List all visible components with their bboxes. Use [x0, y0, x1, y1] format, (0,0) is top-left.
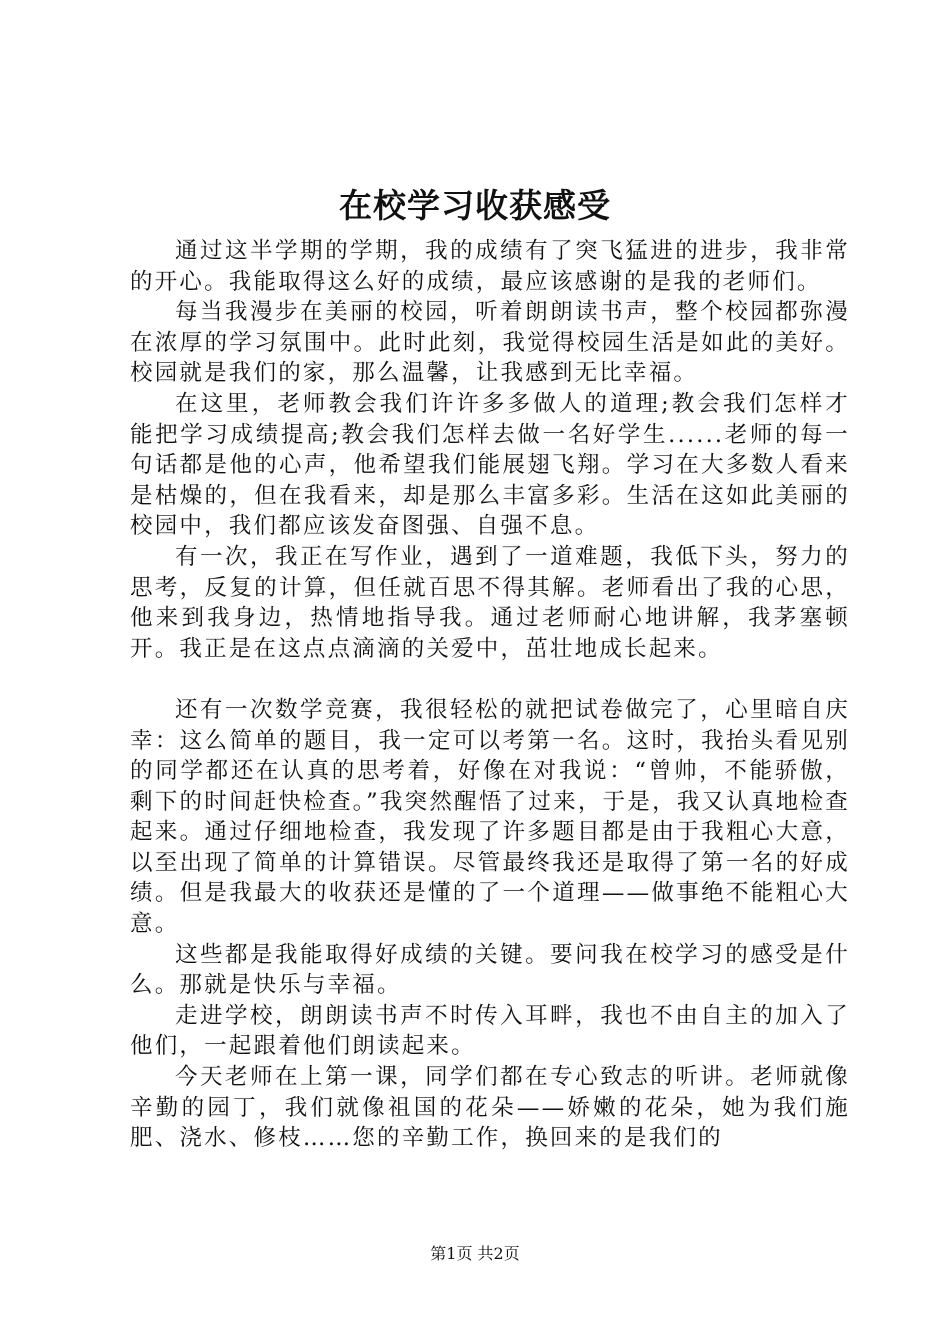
paragraph-gap	[130, 664, 850, 695]
paragraph-3: 在这里，老师教会我们许许多多做人的道理;教会我们怎样才能把学习成绩提高;教会我们怎样去做一名好学生......老师的每一句话都是他的心声，他希望我们能展翅飞翔。学习在大多数人看来是枯燥的，但在我看来，却是那么丰富多彩。生活在这如此美丽的校园中，我们都应该发奋图强、自强不息。	[130, 390, 850, 540]
paragraph-6: 这些都是我能取得好成绩的关键。要问我在校学习的感受是什么。那就是快乐与幸福。	[130, 941, 850, 999]
paragraph-4: 有一次，我正在写作业，遇到了一道难题，我低下头，努力的思考，反复的计算，但任就百思不得其解。老师看出了我的心思，他来到我身边，热情地指导我。通过老师耐心地讲解，我茅塞顿开。我正是在这点点滴滴的关爱中，茁壮地成长起来。	[130, 543, 850, 662]
paragraph-1: 通过这半学期的学期，我的成绩有了突飞猛进的进步，我非常的开心。我能取得这么好的成绩，最应该感谢的是我的老师们。	[130, 238, 850, 295]
paragraph-5: 还有一次数学竞赛，我很轻松的就把试卷做完了，心里暗自庆幸：这么简单的题目，我一定可以考第一名。这时，我抬头看见别的同学都还在认真的思考着，好像在对我说：“曾帅，不能骄傲，剩下的时间赶快检查。”我突然醒悟了过来，于是，我又认真地检查起来。通过仔细地检查，我发现了许多题目都是由于我粗心大意，以至出现了简单的计算错误。尽管最终我还是取得了第一名的好成绩。但是我最大的收获还是懂的了一个道理——做事绝不能粗心大意。	[130, 696, 850, 938]
paragraph-7: 走进学校，朗朗读书声不时传入耳畔，我也不由自主的加入了他们，一起跟着他们朗读起来。	[130, 1002, 850, 1060]
page-number-footer: 第1页 共2页	[430, 1244, 520, 1263]
paragraph-2: 每当我漫步在美丽的校园，听着朗朗读书声，整个校园都弥漫在浓厚的学习氛围中。此时此刻，我觉得校园生活是如此的美好。校园就是我们的家，那么温馨，让我感到无比幸福。	[130, 299, 850, 387]
document-body	[130, 236, 850, 1154]
document-title: 在校学习收获感受	[339, 186, 611, 225]
paragraph-8: 今天老师在上第一课，同学们都在专心致志的听讲。老师就像辛勤的园丁，我们就像祖国的花朵——娇嫩的花朵，她为我们施肥、浇水、修枝……您的辛勤工作，换回来的是我们的	[130, 1064, 850, 1152]
